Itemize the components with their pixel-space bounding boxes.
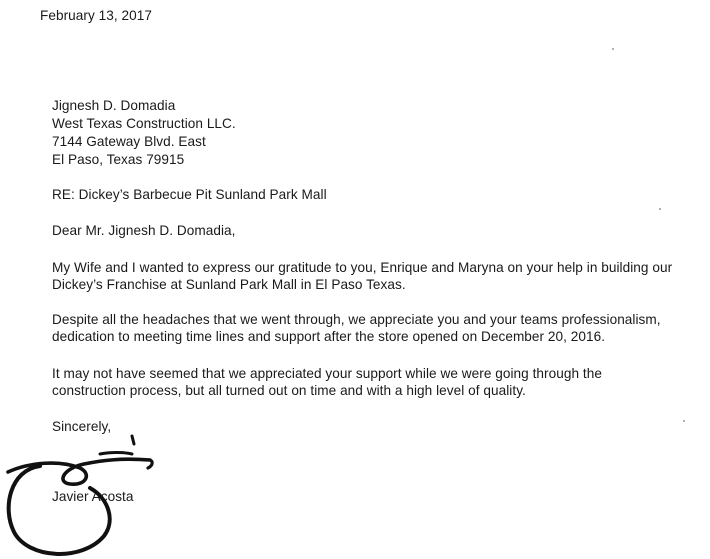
paragraph-3-line-2: construction process, but all turned out on time and with a high level of quality. xyxy=(52,383,526,398)
paragraph-2-line-2: dedication to meeting time lines and support after the store opened on December 20, 2016. xyxy=(52,329,606,344)
scan-speck xyxy=(659,208,661,210)
letter-date: February 13, 2017 xyxy=(40,8,152,23)
scan-speck xyxy=(612,48,614,50)
recipient-city-state-zip: El Paso, Texas 79915 xyxy=(52,152,185,167)
closing: Sincerely, xyxy=(52,419,112,434)
salutation: Dear Mr. Jignesh D. Domadia, xyxy=(52,223,236,238)
recipient-company: West Texas Construction LLC. xyxy=(52,116,236,131)
paragraph-3-line-1: It may not have seemed that we appreciated your support while we were going through the xyxy=(52,366,602,381)
scan-speck xyxy=(683,420,685,422)
recipient-street: 7144 Gateway Blvd. East xyxy=(52,134,206,149)
signer-name: Javier Acosta xyxy=(52,489,134,504)
paragraph-1-line-1: My Wife and I wanted to express our gratitude to you, Enrique and Maryna on your help in building our xyxy=(52,260,673,275)
re-line: RE: Dickey’s Barbecue Pit Sunland Park Mall xyxy=(52,187,327,202)
paragraph-1-line-2: Dickey’s Franchise at Sunland Park Mall in El Paso Texas. xyxy=(52,277,406,292)
recipient-name: Jignesh D. Domadia xyxy=(52,98,176,113)
paragraph-2-line-1: Despite all the headaches that we went through, we appreciate you and your teams professionalism, xyxy=(52,312,661,327)
